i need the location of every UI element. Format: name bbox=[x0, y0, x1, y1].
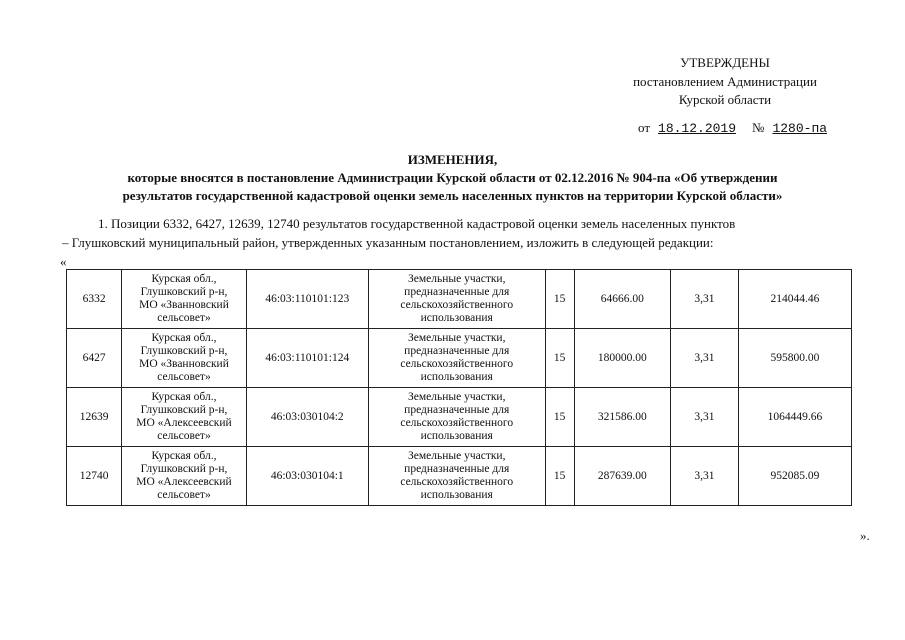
cell-land-purpose-line: Земельные участки, bbox=[407, 332, 506, 344]
cell-cadastral-value: 1064449.66 bbox=[738, 388, 851, 447]
cell-location-line: Курская обл., bbox=[151, 391, 217, 403]
cell-location-line: Курская обл., bbox=[151, 273, 217, 285]
cell-land-purpose bbox=[368, 329, 545, 388]
cell-land-purpose-line: сельскохозяйственного bbox=[400, 358, 514, 370]
cell-group-code: 15 bbox=[545, 388, 574, 447]
cell-cadastral-value: 595800.00 bbox=[738, 329, 851, 388]
order-number-label: № bbox=[752, 120, 765, 135]
cell-position-id: 12639 bbox=[67, 388, 122, 447]
cell-land-purpose-line: предназначенные для bbox=[404, 463, 510, 475]
cell-location bbox=[122, 329, 247, 388]
cell-land-purpose bbox=[368, 447, 545, 506]
cell-area: 287639.00 bbox=[574, 447, 670, 506]
cell-location-line: МО «Званновский bbox=[139, 358, 229, 370]
cell-location-line: Глушковский р-н, bbox=[140, 345, 228, 357]
cell-group-code: 15 bbox=[545, 329, 574, 388]
approval-stamp-title: УТВЕРЖДЕНЫ bbox=[680, 55, 770, 70]
cell-position-id: 6427 bbox=[67, 329, 122, 388]
cell-land-purpose-line: предназначенные для bbox=[404, 286, 510, 298]
cell-land-purpose bbox=[368, 270, 545, 329]
quote-open: « bbox=[60, 254, 67, 269]
cell-land-purpose-line: предназначенные для bbox=[404, 345, 510, 357]
cell-location-line: Курская обл., bbox=[151, 450, 217, 462]
cell-location-line: Глушковский р-н, bbox=[140, 404, 228, 416]
cadastral-table bbox=[66, 269, 852, 506]
cell-position-id: 6332 bbox=[67, 270, 122, 329]
cell-specific-value: 3,31 bbox=[670, 447, 738, 506]
cell-land-purpose-line: сельскохозяйственного bbox=[400, 299, 514, 311]
table-row bbox=[67, 329, 852, 388]
order-number: 1280-па bbox=[772, 121, 828, 136]
cell-land-purpose-line: использования bbox=[420, 371, 493, 383]
cell-land-purpose-line: использования bbox=[420, 489, 493, 501]
cell-land-purpose bbox=[368, 388, 545, 447]
cell-location-line: сельсовет» bbox=[157, 371, 211, 383]
cell-land-purpose-line: сельскохозяйственного bbox=[400, 417, 514, 429]
cell-land-purpose-line: Земельные участки, bbox=[407, 273, 506, 285]
quote-close: ». bbox=[860, 528, 870, 543]
approval-stamp-line: постановлением Администрации bbox=[633, 74, 817, 89]
cell-location-line: сельсовет» bbox=[157, 312, 211, 324]
cell-area: 64666.00 bbox=[574, 270, 670, 329]
cell-location bbox=[122, 270, 247, 329]
body-paragraph: – Глушковский муниципальный район, утвержденных указанным постановлением, изложить в следующей редакции: bbox=[62, 235, 714, 250]
cell-location-line: Глушковский р-н, bbox=[140, 463, 228, 475]
cell-land-purpose-line: использования bbox=[420, 430, 493, 442]
cell-specific-value: 3,31 bbox=[670, 329, 738, 388]
cell-land-purpose-line: Земельные участки, bbox=[407, 391, 506, 403]
cell-location-line: сельсовет» bbox=[157, 489, 211, 501]
cell-cadastral-value: 214044.46 bbox=[738, 270, 851, 329]
cell-location-line: Курская обл., bbox=[151, 332, 217, 344]
cell-cadastral-number: 46:03:110101:123 bbox=[246, 270, 368, 329]
body-paragraph: 1. Позиции 6332, 6427, 12639, 12740 результатов государственной кадастровой оценки земель населенных пунктов bbox=[98, 216, 736, 231]
cell-land-purpose-line: предназначенные для bbox=[404, 404, 510, 416]
cell-land-purpose-line: сельскохозяйственного bbox=[400, 476, 514, 488]
cell-location-line: сельсовет» bbox=[157, 430, 211, 442]
cell-position-id: 12740 bbox=[67, 447, 122, 506]
cell-area: 321586.00 bbox=[574, 388, 670, 447]
cell-cadastral-number: 46:03:030104:2 bbox=[246, 388, 368, 447]
cell-cadastral-number: 46:03:030104:1 bbox=[246, 447, 368, 506]
cell-location bbox=[122, 447, 247, 506]
order-line bbox=[638, 120, 827, 136]
cell-location-line: Глушковский р-н, bbox=[140, 286, 228, 298]
document-title: ИЗМЕНЕНИЯ, bbox=[407, 152, 498, 167]
cell-specific-value: 3,31 bbox=[670, 388, 738, 447]
cell-land-purpose-line: использования bbox=[420, 312, 493, 324]
cell-location-line: МО «Алексеевский bbox=[136, 417, 232, 429]
table-row bbox=[67, 388, 852, 447]
table-row bbox=[67, 270, 852, 329]
cell-specific-value: 3,31 bbox=[670, 270, 738, 329]
order-from-label: от bbox=[638, 120, 651, 135]
cell-location bbox=[122, 388, 247, 447]
cell-cadastral-number: 46:03:110101:124 bbox=[246, 329, 368, 388]
cell-area: 180000.00 bbox=[574, 329, 670, 388]
order-date: 18.12.2019 bbox=[658, 121, 737, 136]
approval-stamp-line: Курской области bbox=[678, 92, 772, 107]
cell-group-code: 15 bbox=[545, 447, 574, 506]
cell-location-line: МО «Званновский bbox=[139, 299, 229, 311]
cell-land-purpose-line: Земельные участки, bbox=[407, 450, 506, 462]
document-subtitle: которые вносятся в постановление Администрации Курской области от 02.12.2016 № 904-па «Об утверждении bbox=[127, 170, 778, 185]
document-subtitle: результатов государственной кадастровой оценки земель населенных пунктов на территории Курской области» bbox=[122, 188, 783, 203]
cadastral-table-body bbox=[67, 270, 852, 506]
table-row bbox=[67, 447, 852, 506]
cell-cadastral-value: 952085.09 bbox=[738, 447, 851, 506]
cell-location-line: МО «Алексеевский bbox=[136, 476, 232, 488]
cell-group-code: 15 bbox=[545, 270, 574, 329]
